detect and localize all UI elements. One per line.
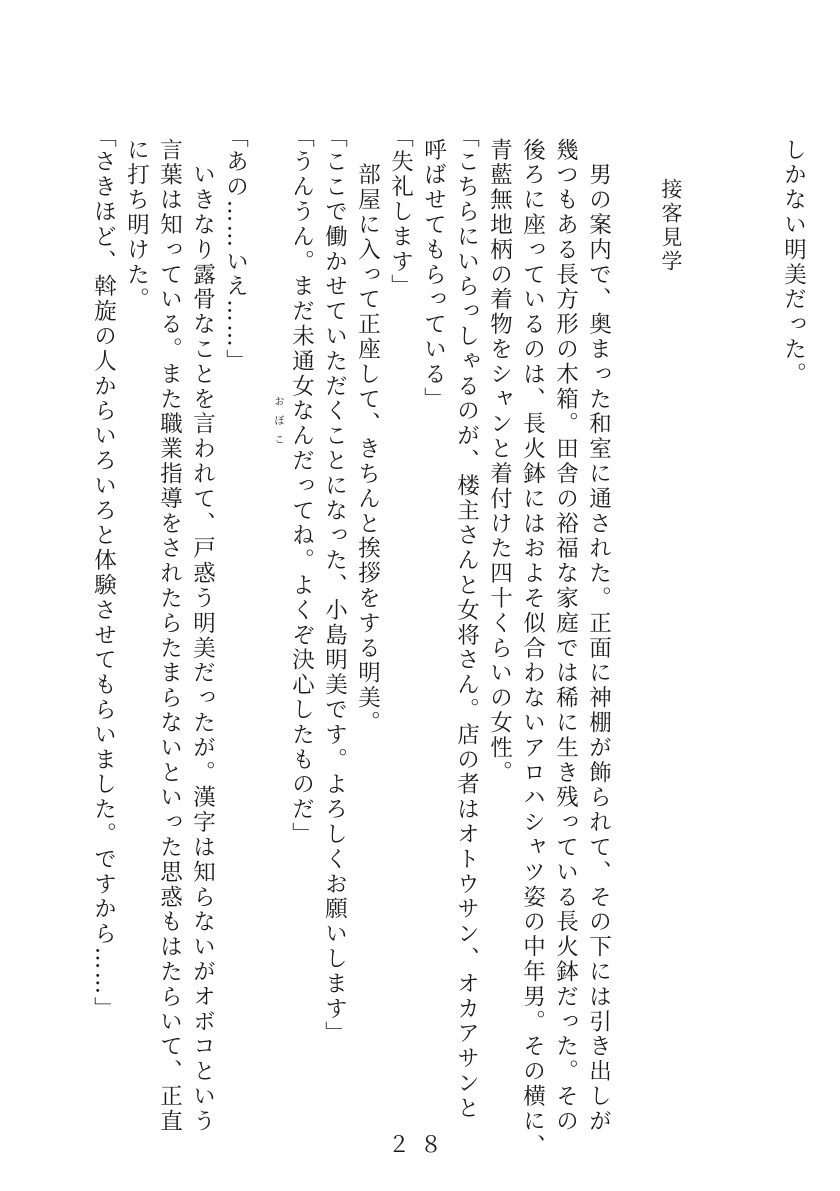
- text-line-9: 呼ばせてもらっている」: [420, 138, 447, 412]
- text-line-7: 青藍無地柄の着物をシャンと着付けた四十くらいの女性。: [486, 138, 513, 786]
- text-line-1: しかない明美だった。: [780, 138, 807, 387]
- text-line-12: 「ここで働かせていただくことになった、小島明美です。よろしくお願いします」: [321, 125, 348, 1047]
- section-heading: 接客見学: [659, 178, 683, 274]
- text-line-14: 「あの……いえ……」: [222, 125, 249, 374]
- text-line-8: 「こちらにいらっしゃるのが、楼主さんと女将さん。店の者はオトウサン、オカアサンと: [453, 125, 480, 1121]
- text-line-5: 幾つもある長方形の木箱。田舎の裕福な家庭では稀に生き残っている長火鉢だった。その: [552, 138, 579, 1134]
- text-line-11: 部屋に入って正座して、きちんと挨拶をする明美。: [354, 138, 381, 736]
- text-line-6: 後ろに座っているのは、長火鉢にはおよそ似合わないアロハシャツ姿の中年男。その横に、: [519, 138, 546, 1159]
- text-line-15: いきなり露骨なことを言われて、戸惑う明美だったが。漢字は知らないがオボコという: [189, 138, 216, 1134]
- text-line-17: に打ち明けた。: [123, 138, 150, 313]
- text-line-18: 「さきほど、斡旋の人からいろいろと体験させてもらいました。ですから……」: [90, 125, 117, 1022]
- furigana: おぼこ: [272, 396, 283, 453]
- text-line-16: 言葉は知っている。また職業指導をされたらたまらないといった思惑もはたらいて、正直: [156, 138, 183, 1134]
- page-number: ２８: [387, 1133, 452, 1158]
- text-line-10: 「失礼します」: [387, 125, 414, 300]
- text-line-4: 男の案内で、奥まった和室に通された。正面に神棚が飾られて、その下には引き出しが: [585, 138, 612, 1134]
- text-line-13: 「うんうん。まだ未通女なんだってね。よくぞ決心したものだ」: [288, 125, 315, 848]
